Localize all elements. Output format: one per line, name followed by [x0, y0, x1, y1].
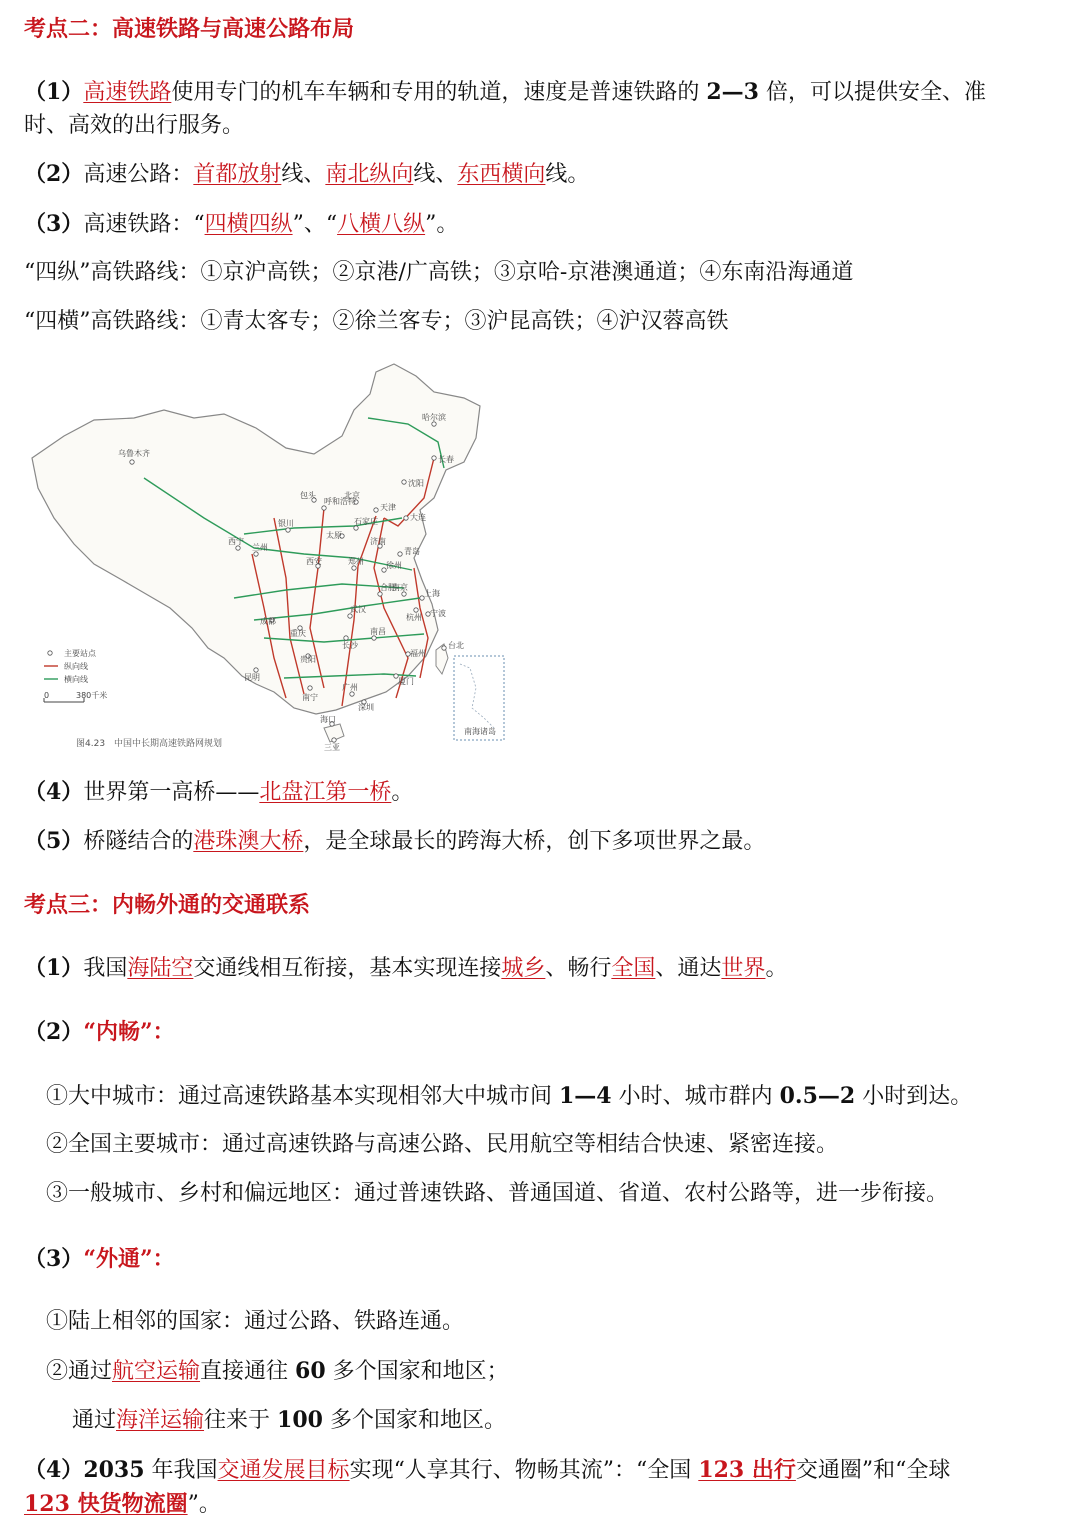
text: 倍，可以提供安全、准	[758, 80, 986, 105]
city-label: 石家庄	[354, 517, 378, 526]
city-label: 深圳	[358, 703, 374, 712]
paragraph-17	[24, 1454, 950, 1487]
highlight-term: 123 出行	[698, 1457, 796, 1483]
item-number: （5）	[24, 828, 84, 854]
highlight-term: 城乡	[501, 956, 546, 981]
text: 我国	[83, 956, 128, 981]
text: 交通圈”和“全球	[795, 1458, 951, 1483]
city-label: 乌鲁木齐	[118, 449, 150, 458]
text: 小时到达。	[855, 1084, 973, 1109]
text: 。	[391, 780, 414, 805]
subheading: “外通”：	[83, 1246, 175, 1272]
city-label: 合肥	[380, 583, 396, 592]
city-label: 哈尔滨	[422, 413, 446, 422]
map-caption: 图4.23 中国中长期高速铁路网规划	[76, 739, 223, 749]
city-label: 成都	[260, 617, 276, 626]
item-number: （1）	[24, 955, 84, 981]
city-label: 大连	[410, 513, 426, 522]
item-number: （2）	[24, 161, 84, 187]
text: 年我国	[144, 1458, 218, 1483]
city-label: 长沙	[342, 641, 358, 650]
text: ②通过	[46, 1359, 113, 1384]
text: 。	[765, 956, 788, 981]
paragraph-14: ①陆上相邻的国家：通过公路、铁路连通。	[46, 1309, 465, 1334]
item-number: （4）	[24, 1457, 84, 1483]
highlight-term: 海洋运输	[116, 1408, 205, 1433]
paragraph-5: “四横”高铁路线：①青太客专；②徐兰客专；③沪昆高铁；④沪汉蓉高铁	[24, 309, 729, 334]
railway-map	[24, 358, 524, 758]
text: 线、	[413, 162, 458, 187]
highlight-term: 东西横向	[457, 162, 546, 187]
paragraph-11: ②全国主要城市：通过高速铁路与高速公路、民用航空等相结合快速、紧密连接。	[46, 1132, 839, 1157]
paragraph-15	[46, 1355, 509, 1388]
text: ①大中城市：通过高速铁路基本实现相邻大中城市间	[46, 1084, 559, 1109]
city-label: 包头	[300, 491, 316, 500]
city-label: 长春	[438, 455, 454, 464]
paragraph-4: “四纵”高铁路线：①京沪高铁；②京港/广高铁；③京哈-京港澳通道；④东南沿海通道	[24, 260, 854, 285]
text: ”、“	[292, 212, 338, 237]
city-label: 青岛	[404, 547, 420, 556]
city-label: 厦门	[398, 677, 414, 686]
paragraph-17-cont	[24, 1488, 221, 1521]
highlight-term: 123 快货物流圈	[24, 1491, 188, 1517]
paragraph-3	[24, 208, 458, 241]
city-label: 贵阳	[300, 655, 316, 664]
text: 往来于	[204, 1408, 278, 1433]
city-label: 武汉	[350, 605, 366, 614]
highlight-term: 八横八纵	[337, 212, 426, 237]
south-sea-inset	[454, 656, 504, 740]
paragraph-9	[24, 1016, 175, 1049]
city-label: 宁波	[430, 609, 446, 618]
city-label: 西宁	[228, 537, 244, 546]
city-label: 福州	[410, 649, 426, 658]
highlight-term: 高速铁路	[83, 80, 172, 105]
text: 世界第一高桥——	[83, 780, 260, 805]
text: ”。	[425, 212, 459, 237]
text: ”。	[187, 1492, 221, 1517]
city-label: 杭州	[406, 613, 422, 622]
city-label: 昆明	[244, 673, 260, 682]
scale-label: 380千米	[76, 691, 108, 700]
paragraph-6	[24, 776, 413, 809]
legend-station: 主要站点	[64, 649, 96, 658]
city-label: 太原	[326, 531, 342, 540]
number: 100	[277, 1407, 323, 1433]
inset-label: 南海诸岛	[464, 727, 496, 736]
text: 通过	[72, 1408, 117, 1433]
city-label: 南宁	[302, 693, 318, 702]
highlight-term: 世界	[721, 956, 766, 981]
text: 小时、城市群内	[611, 1084, 780, 1109]
paragraph-16	[72, 1404, 506, 1437]
number: 2—3	[706, 79, 759, 105]
section-title-2: 考点二：高速铁路与高速公路布局	[24, 17, 355, 42]
highlight-term: 港珠澳大桥	[193, 829, 304, 854]
text: 高速公路：	[83, 162, 194, 187]
city-label: 郑州	[348, 557, 364, 566]
highlight-term: 交通发展目标	[217, 1458, 350, 1483]
highlight-term: 北盘江第一桥	[259, 780, 392, 805]
highlight-term: 海陆空	[127, 956, 194, 981]
highlight-term: 航空运输	[112, 1359, 201, 1384]
item-number: （2）	[24, 1019, 84, 1045]
city-label: 上海	[424, 589, 440, 598]
section-title-3: 考点三：内畅外通的交通联系	[24, 893, 311, 918]
text: 交通线相互衔接，基本实现连接	[193, 956, 502, 981]
city-label: 重庆	[290, 629, 306, 638]
year: 2035	[83, 1457, 145, 1483]
city-label: 济南	[370, 537, 386, 546]
highlight-term: 四横四纵	[204, 212, 293, 237]
text: 多个国家和地区；	[325, 1359, 509, 1384]
city-label: 海口	[320, 715, 336, 724]
city-label: 天津	[380, 503, 396, 512]
item-number: （1）	[24, 79, 84, 105]
paragraph-12: ③一般城市、乡村和偏远地区：通过普速铁路、普通国道、省道、农村公路等，进一步衔接。	[46, 1181, 949, 1206]
text: 实现“人享其行、物畅其流”：“全国	[349, 1458, 699, 1483]
highlight-term: 全国	[611, 956, 656, 981]
paragraph-8	[24, 952, 787, 985]
paragraph-7	[24, 825, 765, 858]
legend-vertical: 纵向线	[64, 662, 88, 671]
city-label: 南京	[392, 583, 408, 592]
subheading: “内畅”：	[83, 1019, 175, 1045]
text: 多个国家和地区。	[322, 1408, 506, 1433]
number: 0.5—2	[779, 1083, 856, 1109]
city-label: 西安	[306, 557, 322, 566]
paragraph-13	[24, 1243, 175, 1276]
paragraph-2	[24, 158, 589, 191]
city-label: 广州	[342, 683, 358, 692]
highlight-term: 首都放射	[193, 162, 282, 187]
number: 60	[295, 1358, 326, 1384]
city-label: 兰州	[252, 543, 268, 552]
city-label: 三亚	[324, 743, 340, 752]
city-label: 徐州	[386, 561, 402, 570]
city-label: 台北	[448, 641, 464, 650]
text: 桥隧结合的	[83, 829, 194, 854]
text: ，是全球最长的跨海大桥，创下多项世界之最。	[303, 829, 766, 854]
number: 1—4	[559, 1083, 612, 1109]
paragraph-1-cont: 时、高效的出行服务。	[24, 113, 245, 138]
paragraph-10	[46, 1080, 972, 1113]
city-label: 沈阳	[408, 479, 424, 488]
text: 使用专门的机车车辆和专用的轨道，速度是普速铁路的	[171, 80, 707, 105]
scale-zero: 0	[44, 691, 50, 700]
highlight-term: 南北纵向	[325, 162, 414, 187]
text: 直接通往	[200, 1359, 296, 1384]
city-label: 北京	[344, 491, 360, 500]
text: 、畅行	[545, 956, 612, 981]
city-label: 呼和浩特	[324, 497, 356, 506]
city-label: 南昌	[370, 627, 386, 636]
text: 线、	[281, 162, 326, 187]
legend-horizontal: 横向线	[64, 675, 88, 684]
text: 、通达	[655, 956, 722, 981]
item-number: （3）	[24, 1246, 84, 1272]
text: 高速铁路：“	[83, 212, 205, 237]
city-label: 银川	[278, 519, 294, 528]
item-number: （4）	[24, 779, 84, 805]
paragraph-1	[24, 76, 986, 109]
item-number: （3）	[24, 211, 84, 237]
text: 线。	[545, 162, 590, 187]
